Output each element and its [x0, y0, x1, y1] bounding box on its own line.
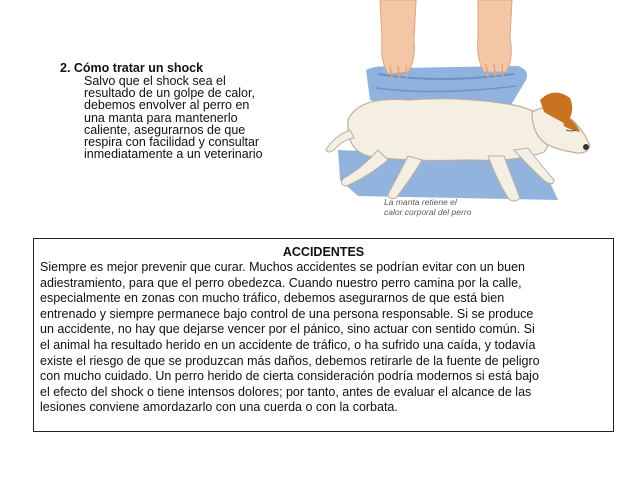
- shock-text: [84, 75, 320, 160]
- shock-text-line: inmediatamente a un veterinario: [84, 147, 263, 162]
- illustration-caption: [384, 197, 471, 217]
- shock-text-line: Salvo que el shock sea el: [84, 74, 226, 88]
- dog-tail: [326, 130, 354, 152]
- accidents-text-line: con mucho cuidado. Un perro herido de cierta consideración podría modernos si está bajo: [40, 369, 539, 384]
- accidents-text-line: adiestramiento, para que el perro obedezca. Cuando nuestro perro camina por la calle,: [40, 275, 522, 290]
- dog-blanket-illustration: [318, 0, 598, 228]
- dog-nose: [583, 144, 589, 150]
- caption-line: La manta retiene el: [384, 197, 457, 207]
- accidents-text-line: el animal ha resultado herido en un accidente de tráfico, o ha sufrido una caída, y todavía: [40, 337, 536, 352]
- shock-text-line: una manta para mantenerlo: [84, 110, 238, 125]
- right-arm: [478, 0, 512, 72]
- accidents-text: [40, 260, 607, 416]
- caption-line: calor corporal del perro: [384, 207, 472, 217]
- accidents-text-line: el efecto del shock o tiene intensos dolores; por tanto, antes de evaluar el alcance de las: [40, 384, 532, 399]
- shock-text-line: debemos envolver al perro en: [84, 98, 250, 113]
- accidents-text-line: lesiones conviene amordazarlo con una cuerda o con la corbata.: [40, 400, 398, 415]
- accidents-box: [33, 238, 614, 432]
- shock-text-line: respira con facilidad y consultar: [84, 135, 260, 150]
- accidents-text-line: un accidente, no hay que dejarse vencer por el pánico, sino actuar con sentido común. Si: [40, 322, 535, 337]
- left-arm: [380, 0, 416, 74]
- accidents-text-line: entrenado y siempre permanece bajo control de una persona responsable. Si se produce: [40, 306, 534, 321]
- shock-text-line: caliente, asegurarnos de que: [84, 122, 246, 137]
- shock-text-line: resultado de un golpe de calor,: [84, 86, 255, 101]
- accidents-title: ACCIDENTES: [282, 245, 365, 259]
- accidents-text-line: existe el riesgo de que se produzcan más daños, debemos retirarle de la fuente de peligro: [40, 353, 540, 368]
- shock-title: 2. Cómo tratar un shock: [60, 61, 204, 75]
- shock-section: [60, 62, 320, 160]
- accidents-text-line: Siempre es mejor prevenir que curar. Muchos accidentes se podrían evitar con un buen: [40, 260, 525, 274]
- accidents-text-line: especialmente en zonas con mucho tráfico, debemos asegurarnos de que está bien: [40, 291, 505, 306]
